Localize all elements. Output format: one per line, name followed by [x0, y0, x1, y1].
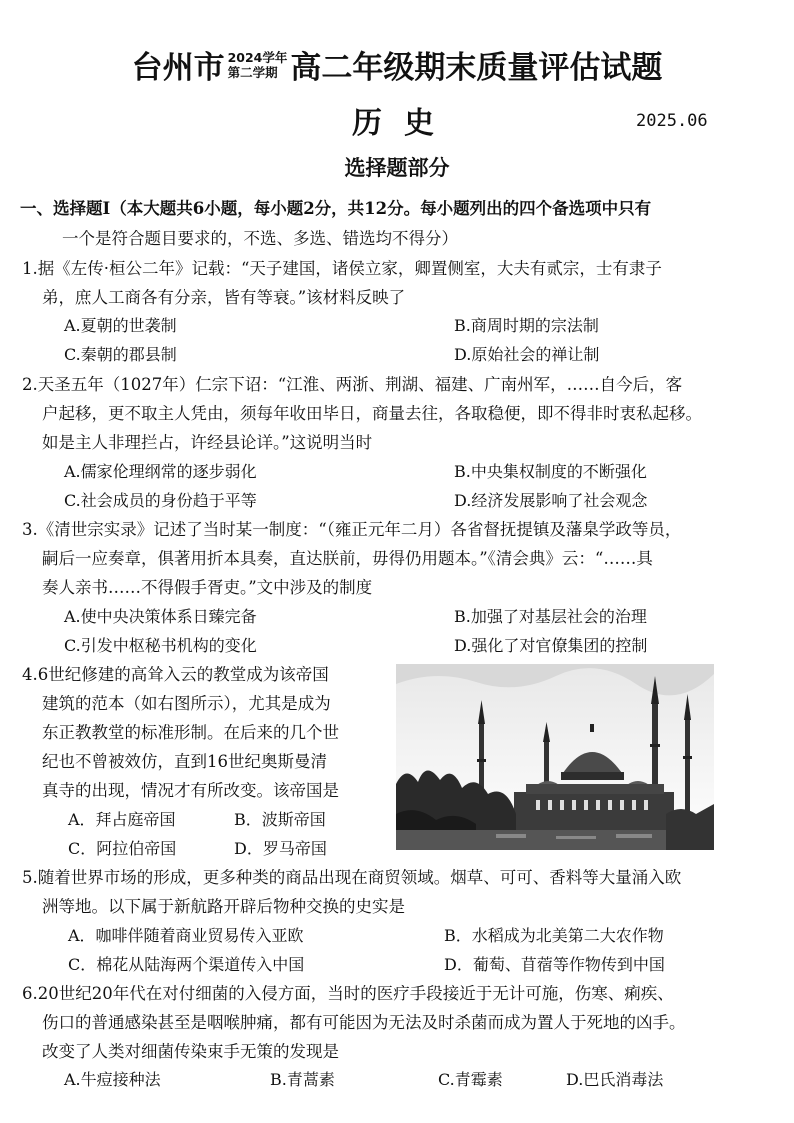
question-5-text: 洲等地。以下属于新航路开辟后物种交换的史实是	[42, 897, 405, 916]
question-2-text: 如是主人非理拦占，许经县论详。”这说明当时	[42, 433, 373, 452]
question-4-text: 纪也不曾被效仿，直到16世纪奥斯曼清	[42, 752, 327, 771]
subject-title: 历史	[352, 106, 456, 141]
question-3-text: 奏人亲书……不得假手胥吏。”文中涉及的制度	[42, 578, 373, 597]
question-6-text: 伤口的普通感染甚至是咽喉肿痛，都有可能因为无法及时杀菌而成为置人于死地的凶手。	[42, 1013, 686, 1032]
q2-option-d: D.经济发展影响了社会观念	[454, 491, 648, 510]
term-year: 2024学年	[227, 49, 288, 65]
q4-option-a: A．拜占庭帝国	[68, 810, 176, 829]
q6-option-c: C.青霉素	[438, 1070, 503, 1089]
q4-option-c: C．阿拉伯帝国	[68, 839, 177, 858]
q5-option-b: B．水稻成为北美第二大农作物	[444, 926, 664, 945]
q5-option-d: D．葡萄、苜蓿等作物传到中国	[444, 955, 665, 974]
q3-option-c: C.引发中枢秘书机构的变化	[64, 636, 257, 655]
exam-date: 2025.06	[636, 111, 708, 131]
q4-option-d: D．罗马帝国	[234, 839, 327, 858]
question-4-text: 4.6世纪修建的高耸入云的教堂成为该帝国	[22, 665, 329, 684]
question-5-text: 5.随着世界市场的形成，更多种类的商品出现在商贸领域。烟草、可可、香料等大量涌入欧	[22, 868, 682, 887]
question-2-text: 户起移，更不取主人凭由，须每年收田毕日，商量去往，各取稳便，即不得非时衷私起移。	[42, 404, 702, 423]
exam-title	[0, 42, 794, 87]
q2-option-c: C.社会成员的身份趋于平等	[64, 491, 257, 510]
q1-option-c: C.秦朝的郡县制	[64, 345, 177, 364]
q3-option-d: D.强化了对官僚集团的控制	[454, 636, 648, 655]
title-city: 台州市	[131, 50, 225, 86]
q3-option-b: B.加强了对基层社会的治理	[454, 607, 647, 626]
part-intro-line: 一、选择题Ⅰ（本大题共6小题，每小题2分，共12分。每小题列出的四个备选项中只有	[20, 199, 652, 218]
q3-option-a: A.使中央决策体系日臻完备	[64, 607, 257, 626]
q6-option-d: D.巴氏消毒法	[566, 1070, 664, 1089]
q1-option-d: D.原始社会的禅让制	[454, 345, 600, 364]
question-2-text: 2.天圣五年（1027年）仁宗下诏：“江淮、两浙、荆湖、福建、广南州军，……自今后，客	[22, 375, 683, 394]
title-term	[228, 50, 288, 80]
section-title: 选择题部分	[344, 156, 450, 180]
q2-option-a: A.儒家伦理纲常的逐步弱化	[64, 462, 257, 481]
part-intro-line: 一个是符合题目要求的，不选、多选、错选均不得分）	[62, 229, 458, 248]
question-4-text: 建筑的范本（如右图所示），尤其是成为	[42, 694, 331, 713]
q5-option-a: A．咖啡伴随着商业贸易传入亚欧	[68, 926, 304, 945]
question-3-text: 嗣后一应奏章，俱著用折本具奏，直达朕前，毋得仍用题本。”《清会典》云：“……具	[42, 549, 653, 568]
q4-option-b: B．波斯帝国	[234, 810, 326, 829]
q1-option-a: A.夏朝的世袭制	[64, 316, 177, 335]
question-4-text: 真寺的出现，情况才有所改变。该帝国是	[42, 781, 339, 800]
question-3-text: 3.《清世宗实录》记述了当时某一制度：“（雍正元年二月）各省督抚提镇及藩臬学政等员，	[22, 520, 682, 539]
title-main: 高二年级期末质量评估试题	[290, 50, 663, 86]
q6-option-a: A.牛痘接种法	[64, 1070, 161, 1089]
question-1-text: 弟，庶人工商各有分亲，皆有等衰。”该材料反映了	[42, 288, 406, 307]
question-1-text: 1.据《左传·桓公二年》记载：“天子建国，诸侯立家，卿置侧室，大夫有贰宗，士有隶子	[22, 259, 662, 278]
q1-option-b: B.商周时期的宗法制	[454, 316, 599, 335]
q5-option-c: C．棉花从陆海两个渠道传入中国	[68, 955, 305, 974]
question-6-text: 改变了人类对细菌传染束手无策的发现是	[42, 1042, 339, 1061]
hagia-sophia-icon	[396, 664, 714, 850]
hagia-sophia-image	[396, 664, 714, 850]
question-4-text: 东正教教堂的标准形制。在后来的几个世	[42, 723, 339, 742]
term-semester: 第二学期	[227, 64, 278, 80]
question-6-text: 6.20世纪20年代在对付细菌的入侵方面，当时的医疗手段接近于无计可施，伤寒、痢疾、	[22, 984, 674, 1003]
q6-option-b: B.青蒿素	[270, 1070, 335, 1089]
q2-option-b: B.中央集权制度的不断强化	[454, 462, 647, 481]
